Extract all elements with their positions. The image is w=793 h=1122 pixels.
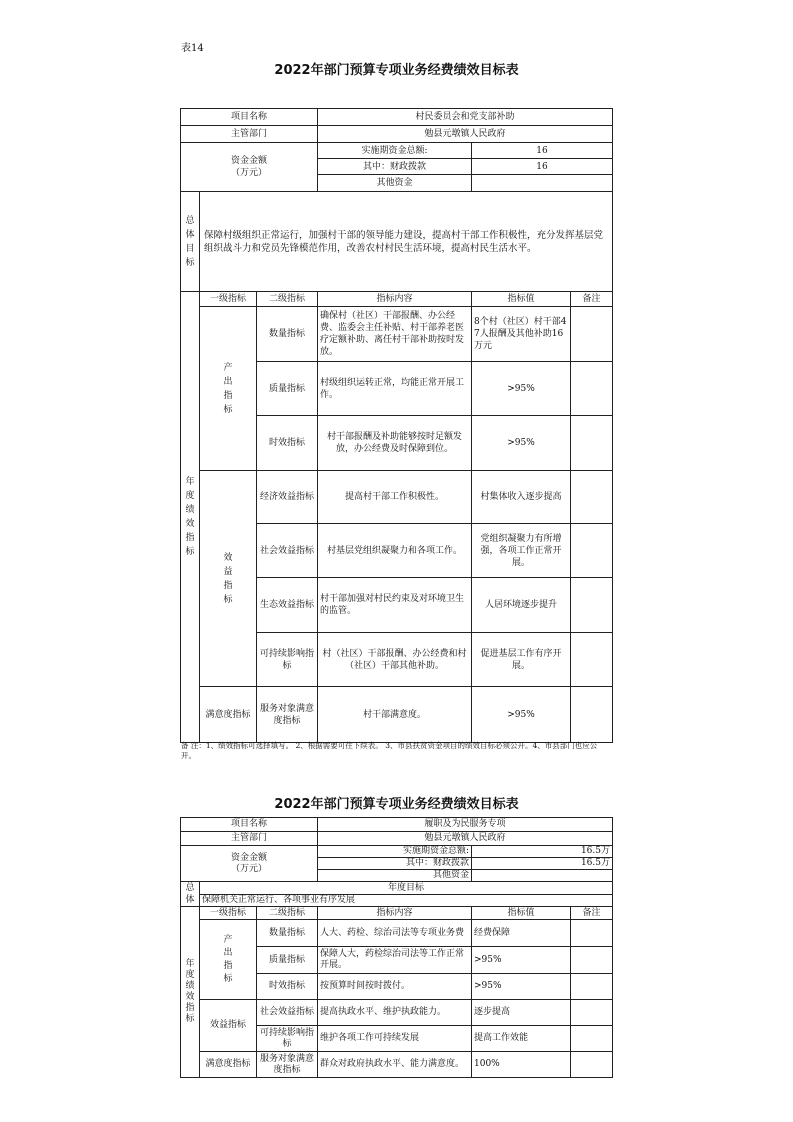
total-fund-value: 16.5万 — [472, 846, 613, 858]
row-content: 保障人大，药检综治司法等工作正常开展。 — [318, 947, 472, 974]
header-level1: 一级指标 — [200, 292, 257, 307]
row-content: 按预算时间按时拨付。 — [318, 974, 472, 1000]
fund-amount-label: 资金金额 （万元） — [181, 846, 318, 882]
row-sub-indicator: 时效指标 — [257, 974, 318, 1000]
row-remark — [571, 416, 613, 471]
table-number-label: 表14 — [181, 43, 204, 54]
row-value: 党组织凝聚力有所增强，各项工作正常开展。 — [472, 524, 571, 578]
dept-label: 主管部门 — [181, 126, 318, 143]
benefit-indicator-label: 效益指标 — [200, 1000, 257, 1052]
row-content: 群众对政府执政水平、能力满意度。 — [318, 1052, 472, 1078]
performance-table-1 — [180, 108, 613, 743]
row-remark — [571, 1052, 613, 1078]
row-value: 逐步提高 — [472, 1000, 571, 1026]
row-sub-indicator: 可持续影响指标 — [257, 633, 318, 687]
other-fund-value — [472, 870, 613, 882]
fiscal-fund-value: 16.5万 — [472, 858, 613, 870]
output-indicator-label: 产 出 指 标 — [200, 920, 257, 1000]
overall-goal-text: 保障村级组织正常运行，加强村干部的领导能力建设，提高村干部工作积极性，充分发挥基层党组织战斗力和党员先锋模范作用，改善农村村民生活环境，提高村民生活水平。 — [200, 192, 613, 292]
header-level2: 二级指标 — [257, 292, 318, 307]
row-sub-indicator: 可持续影响指标 — [257, 1026, 318, 1052]
row-content: 村干部加强对村民约束及对环境卫生的监管。 — [318, 578, 472, 633]
row-content: 村级组织运转正常，均能正常开展工作。 — [318, 362, 472, 416]
page-title: 2022年部门预算专项业务经费绩效目标表 — [274, 63, 519, 78]
row-sub-indicator: 经济效益指标 — [257, 471, 318, 524]
row-sub-indicator: 数量指标 — [257, 920, 318, 947]
other-fund-label: 其他资金 — [318, 175, 472, 192]
row-content: 村（社区）干部报酬、办公经费和村（社区）干部其他补助。 — [318, 633, 472, 687]
table-note: 备 注：1、绩效指标可选择填写。 2、根据需要可往下续表。 3、市县扶贫资金项目的绩效目标必须公开。4、市县部门也应公开。 — [181, 741, 598, 760]
row-value: >95% — [472, 362, 571, 416]
row-remark — [571, 920, 613, 947]
row-content: 提高执政水平、维护执政能力。 — [318, 1000, 472, 1026]
dept-value: 勉县元墩镇人民政府 — [318, 126, 613, 143]
other-fund-value — [472, 175, 613, 192]
row-sub-indicator: 时效指标 — [257, 416, 318, 471]
row-remark — [571, 1000, 613, 1026]
fiscal-fund-value: 16 — [472, 159, 613, 175]
row-value: >95% — [472, 947, 571, 974]
output-indicator-label: 产 出 指 标 — [200, 307, 257, 471]
row-sub-indicator: 服务对象满意度指标 — [257, 687, 318, 743]
header-remark: 备注 — [571, 907, 613, 920]
overall-goal-label: 总 体 目 标 — [181, 192, 200, 292]
satisfaction-indicator-label: 满意度指标 — [200, 1052, 257, 1078]
row-content: 村基层党组织凝聚力和各项工作。 — [318, 524, 472, 578]
project-name-value: 村民委员会和党支部补助 — [318, 109, 613, 126]
row-remark — [571, 633, 613, 687]
row-content: 村干部报酬及补助能够按时足额发放，办公经费及时保障到位。 — [318, 416, 472, 471]
row-sub-indicator: 服务对象满意度指标 — [257, 1052, 318, 1078]
header-value: 指标值 — [472, 907, 571, 920]
dept-value: 勉县元墩镇人民政府 — [318, 832, 613, 846]
row-sub-indicator: 社会效益指标 — [257, 524, 318, 578]
row-value: 100% — [472, 1052, 571, 1078]
other-fund-label: 其他资金 — [318, 870, 472, 882]
fiscal-fund-label: 其中：财政拨款 — [318, 159, 472, 175]
row-sub-indicator: 生态效益指标 — [257, 578, 318, 633]
row-value: 提高工作效能 — [472, 1026, 571, 1052]
project-name-value: 履职及为民服务专项 — [318, 818, 613, 832]
row-remark — [571, 687, 613, 743]
row-value: >95% — [472, 416, 571, 471]
benefit-indicator-label: 效 益 指 标 — [200, 471, 257, 687]
dept-label: 主管部门 — [181, 832, 318, 846]
fiscal-fund-label: 其中：财政拨款 — [318, 858, 472, 870]
project-name-label: 项目名称 — [181, 818, 318, 832]
row-content: 维护各项工作可持续发展 — [318, 1026, 472, 1052]
row-value: 人居环境逐步提升 — [472, 578, 571, 633]
project-name-label: 项目名称 — [181, 109, 318, 126]
row-remark — [571, 307, 613, 362]
row-value: 促进基层工作有序开展。 — [472, 633, 571, 687]
header-remark: 备注 — [571, 292, 613, 307]
fund-amount-label: 资金金额 （万元） — [181, 143, 318, 192]
header-level1: 一级指标 — [200, 907, 257, 920]
row-remark — [571, 1026, 613, 1052]
row-remark — [571, 947, 613, 974]
row-content: 人大、药检、综治司法等专项业务费 — [318, 920, 472, 947]
overall-goal-label: 总 体 — [181, 882, 200, 907]
row-content: 提高村干部工作积极性。 — [318, 471, 472, 524]
total-fund-label: 实施期资金总额: — [318, 143, 472, 159]
row-value: 经费保障 — [472, 920, 571, 947]
row-value: 8个村（社区）村干部47人报酬及其他补助16万元 — [472, 307, 571, 362]
overall-goal-text: 保障机关正常运行、各项事业有序发展 — [200, 895, 613, 907]
annual-indicator-label: 年 度 绩 效 指 标 — [181, 907, 200, 1078]
row-sub-indicator: 社会效益指标 — [257, 1000, 318, 1026]
row-remark — [571, 974, 613, 1000]
row-value: 村集体收入逐步提高 — [472, 471, 571, 524]
row-sub-indicator: 质量指标 — [257, 362, 318, 416]
row-content: 村干部满意度。 — [318, 687, 472, 743]
row-remark — [571, 524, 613, 578]
row-sub-indicator: 数量指标 — [257, 307, 318, 362]
row-remark — [571, 578, 613, 633]
satisfaction-indicator-label: 满意度指标 — [200, 687, 257, 743]
annual-indicator-label: 年 度 绩 效 指 标 — [181, 292, 200, 743]
header-content: 指标内容 — [318, 907, 472, 920]
row-value: >95% — [472, 974, 571, 1000]
header-level2: 二级指标 — [257, 907, 318, 920]
row-remark — [571, 471, 613, 524]
header-content: 指标内容 — [318, 292, 472, 307]
page-title-2: 2022年部门预算专项业务经费绩效目标表 — [274, 797, 519, 812]
annual-goal-header: 年度目标 — [200, 882, 613, 895]
row-remark — [571, 362, 613, 416]
row-sub-indicator: 质量指标 — [257, 947, 318, 974]
total-fund-label: 实施期资金总额: — [318, 846, 472, 858]
total-fund-value: 16 — [472, 143, 613, 159]
header-value: 指标值 — [472, 292, 571, 307]
row-value: >95% — [472, 687, 571, 743]
row-content: 确保村（社区）干部报酬、办公经费、监委会主任补贴、村干部养老医疗定额补助、离任村干部补助按时发放。 — [318, 307, 472, 362]
performance-table-2 — [180, 817, 613, 1078]
